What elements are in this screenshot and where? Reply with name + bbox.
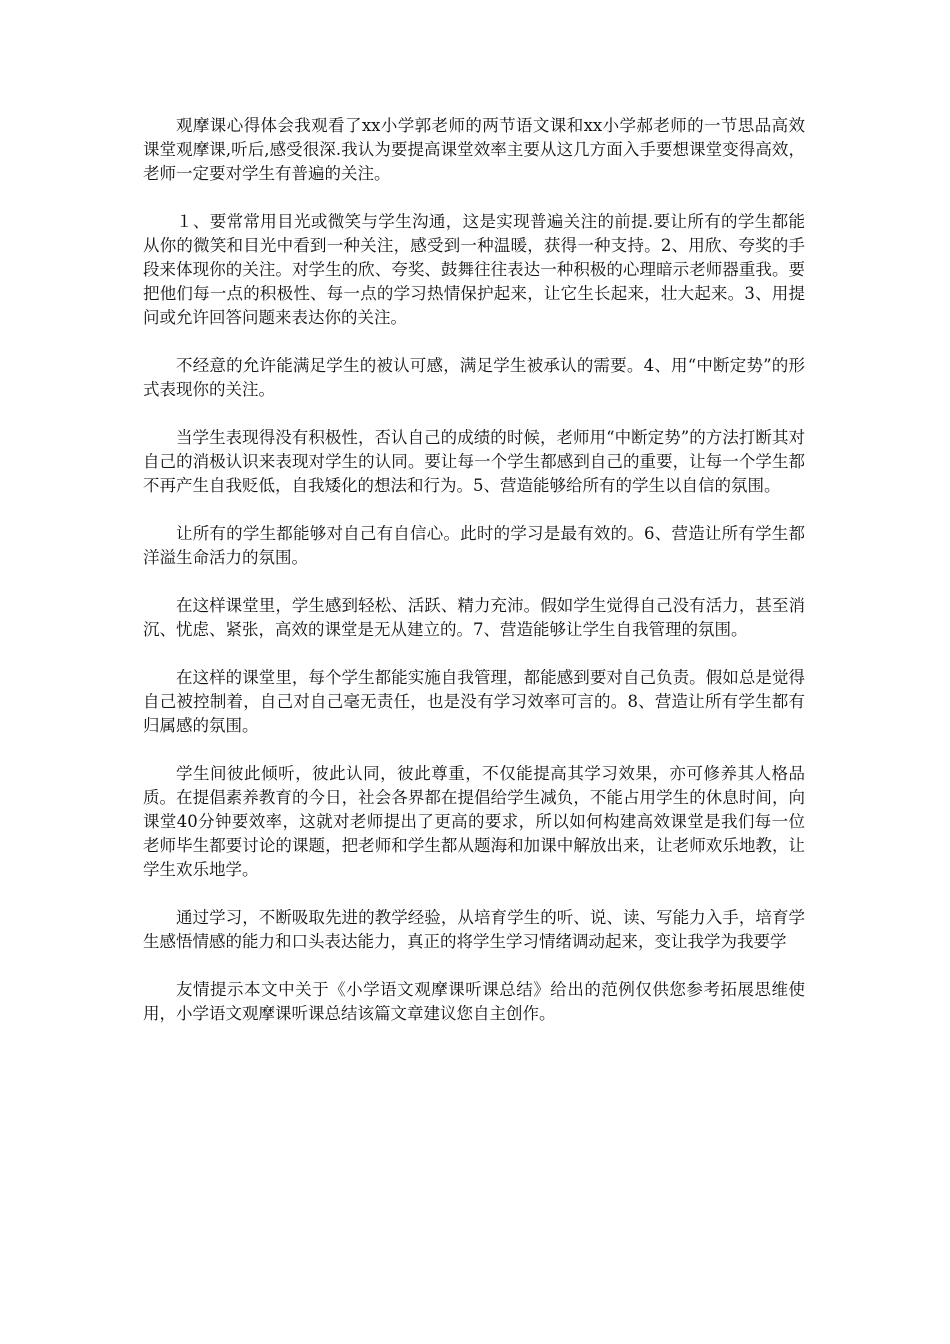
document-body xyxy=(143,114,805,1050)
paragraph-9: 通过学习，不断吸取先进的教学经验，从培育学生的听、说、读、写能力入手，培育学生感悟情感的能力和口头表达能力，真正的将学生学习情绪调动起来，变让我学为我要学 xyxy=(143,908,805,951)
paragraph-5: 让所有的学生都能够对自己有自信心。此时的学习是最有效的。6、营造让所有学生都洋溢生命活力的氛围。 xyxy=(143,524,805,567)
paragraph-8: 学生间彼此倾听，彼此认同，彼此尊重，不仅能提高其学习效果，亦可修养其人格品质。在提倡素养教育的今日，社会各界都在提倡给学生减负，不能占用学生的休息时间，向课堂40分钟要效率，这就对老师提出了更高的要求，所以如何构建高效课堂是我们每一位老师毕生都要讨论的课题，把老师和学生都从题海和加课中解放出来，让老师欢乐地教，让学生欢乐地学。 xyxy=(143,764,805,879)
paragraph-3: 不经意的允许能满足学生的被认可感，满足学生被承认的需要。4、用“中断定势”的形式表现你的关注。 xyxy=(143,356,805,399)
paragraph-10: 友情提示本文中关于《小学语文观摩课听课总结》给出的范例仅供您参考拓展思维使用，小学语文观摩课听课总结该篇文章建议您自主创作。 xyxy=(143,980,805,1023)
paragraph-7: 在这样的课堂里，每个学生都能实施自我管理，都能感到要对自己负责。假如总是觉得自己被控制着，自己对自己毫无责任，也是没有学习效率可言的。8、营造让所有学生都有归属感的氛围。 xyxy=(143,668,805,735)
paragraph-2: １、要常常用目光或微笑与学生沟通，这是实现普遍关注的前提.要让所有的学生都能从你的微笑和目光中看到一种关注，感受到一种温暖，获得一种支持。2、用欣、夸奖的手段来体现你的关注。对学生的欣、夸奖、鼓舞往往表达一种积极的心理暗示老师器重我。要把他们每一点的积极性、每一点的学习热情保护起来，让它生长起来，壮大起来。3、用提问或允许回答问题来表达你的关注。 xyxy=(143,212,805,327)
paragraph-6: 在这样课堂里，学生感到轻松、活跃、精力充沛。假如学生觉得自己没有活力，甚至消沉、忧虑、紧张，高效的课堂是无从建立的。7、营造能够让学生自我管理的氛围。 xyxy=(143,596,805,639)
paragraph-4: 当学生表现得没有积极性，否认自己的成绩的时候，老师用“中断定势”的方法打断其对自己的消极认识来表现对学生的认同。要让每一个学生都感到自己的重要，让每一个学生都不再产生自我贬低，自我矮化的想法和行为。5、营造能够给所有的学生以自信的氛围。 xyxy=(143,428,805,495)
paragraph-1: 观摩课心得体会我观看了xx小学郭老师的两节语文课和xx小学郝老师的一节思品高效课堂观摩课,听后,感受很深.我认为要提高课堂效率主要从这几方面入手要想课堂变得高效，老师一定要对学生有普遍的关注。 xyxy=(143,116,805,183)
